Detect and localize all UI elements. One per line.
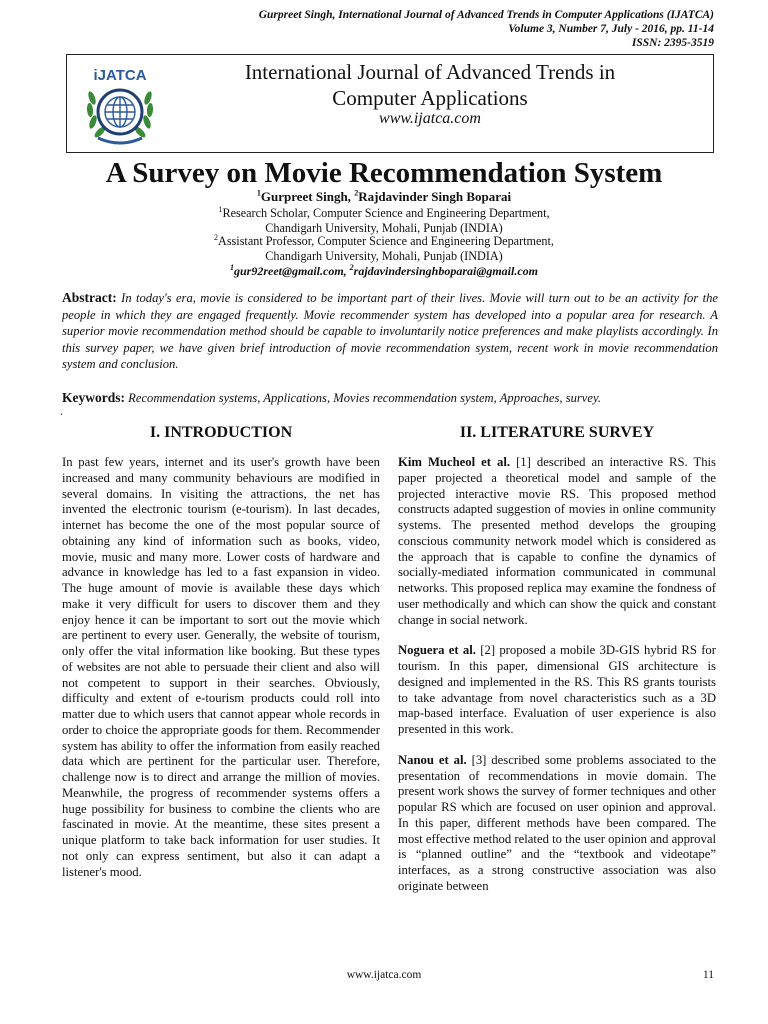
- journal-logo-icon: [78, 62, 162, 148]
- intro-heading: I. INTRODUCTION: [149, 424, 293, 441]
- journal-name: [170, 59, 690, 111]
- email-address[interactable]: gur92reet@gmail.com,: [234, 264, 350, 278]
- keywords-label: Keywords:: [62, 390, 125, 405]
- affiliation-1: [40, 206, 728, 236]
- ribbon-icon: [98, 138, 142, 143]
- footer-url[interactable]: www.ijatca.com: [346, 969, 422, 981]
- literature-paragraph: [398, 643, 716, 738]
- paragraph-lead: Nanou et al.: [398, 752, 467, 767]
- intro-paragraph: In past few years, internet and its user's growth have been increased and many community behaviours are modified in several domains. In visiting the attractions, the net has invented the electronic tourism (e-tourism). In last decades, internet has become the one of the most popular source of obtaining any kind of information such as books, video, movie, music and many more. Lower costs of hardware and advance in knowledge has led to a fast expansion in video. The huge amount of movie is available these days which make it very difficult for users to discover them and they enjoy hence it can be important to sort out the movie which are pertinent to every user. Generally, the website of tourism, only offer the vital information like booking. But these types of websites are not able to persuade their client and also will not competent to support in their searches. Obviously, difficulty and extent of e-tourism products could roll into matter due to which users that cannot appear whole records in order to choice the appropriate goods for them. Recommender system has ability to offer the information from easily reached data which are pertinent for the particular user. Therefore, challenge now is to direct and arrange the million of movies. Meanwhile, the progress of recommender systems offers a huge possibility for business to combine the clients who are fascinated in movie. At the meantime, these sites present a unique platform to take back information for user studies. It not only can express sentiment, but also it can adapt a listener's mood.: [62, 455, 380, 879]
- literature-paragraph: [398, 455, 716, 628]
- logo-text: iJATCA: [93, 67, 147, 84]
- paper-title: A Survey on Movie Recommendation System: [105, 157, 663, 189]
- paragraph-lead: Kim Mucheol et al.: [398, 455, 511, 469]
- author-mark: 1: [256, 188, 261, 198]
- author-emails: [40, 264, 728, 279]
- affiliation-line: Research Scholar, Computer Science and Engineering Department,: [222, 206, 550, 220]
- affiliation-line: Chandigarh University, Mohali, Punjab (INDIA): [265, 249, 503, 263]
- abstract: [62, 290, 718, 373]
- literature-heading: II. LITERATURE SURVEY: [459, 424, 655, 441]
- keywords-text: Recommendation systems, Applications, Movies recommendation system, Approaches, survey.: [128, 391, 602, 405]
- email-mark: 1: [230, 263, 234, 272]
- globe-icon: [105, 97, 135, 127]
- running-header-line2: Volume 3, Number 7, July - 2016, pp. 11-14: [508, 23, 714, 35]
- literature-paragraph: [398, 753, 716, 895]
- affiliation-line: Chandigarh University, Mohali, Punjab (INDIA): [265, 221, 503, 235]
- paragraph-text: [2] proposed a mobile 3D-GIS hybrid RS for tourism. In this paper, dimensional GIS architecture is designed and implemented in the RS. This RS grants tourists to take advantage from novel characteristics such as a 3D map-based interface. Evaluation of user experience is also presented in this work.: [398, 643, 716, 736]
- email-address[interactable]: rajdavindersinghboparai@gmail.com: [353, 264, 538, 278]
- abstract-text: In today's era, movie is considered to be important part of their lives. Movie will turn out to be an activity for the people in which they are engaged frequently. Movie recommender system has developed into a popular area for research. A superior movie recommendation method should be capable to involuntarily notice preferences and make playlists accordingly. In this survey paper, we have given brief introduction of movie recommendation system, recent work in movie recommendation system and conclusion.: [62, 291, 718, 371]
- author-name: Gurpreet Singh,: [260, 189, 355, 204]
- author-name: Rajdavinder Singh Boparai: [358, 189, 512, 204]
- affiliation-2: [40, 234, 728, 264]
- journal-name-line1: International Journal of Advanced Trends in: [244, 60, 616, 84]
- affiliation-mark: 2: [214, 232, 219, 242]
- journal-url[interactable]: www.ijatca.com: [379, 110, 481, 127]
- journal-name-line2: Computer Applications: [332, 86, 528, 110]
- email-mark: 2: [349, 263, 354, 272]
- paragraph-lead: Noguera et al.: [398, 643, 476, 658]
- paragraph-text: [1] described an interactive RS. This paper projected a theoretical model and sample of the projected interactive movie RS. This proposed method constructs adapted suggestion of movies in online community systems. The presented method develops the grouping conscious community network model which is considered as the approach that is capable to confine the dynamics of socially-mediated information communicated in communal networks. This proposed replica may examine the fondness of user methodically and which can show the quick and constant change in social network.: [398, 455, 716, 627]
- keywords: [62, 390, 718, 406]
- abstract-label: Abstract:: [62, 290, 117, 305]
- affiliation-line: Assistant Professor, Computer Science and Engineering Department,: [218, 234, 554, 248]
- stray-mark: .: [60, 404, 63, 418]
- page-number: 11: [702, 969, 714, 981]
- running-header-line1: Gurpreet Singh, International Journal of Advanced Trends in Computer Applications (IJATCA): [258, 9, 714, 21]
- paragraph-text: [3] described some problems associated to the presentation of recommendations in movie domain. The present work shows the survey of former techniques and other popular RS which are focused on user opinion and approval. In this paper, different methods have been compared. The most effective method related to the user opinion and approval is “planned outline” and the “textbook and videotape” interfaces, as a strong constructive association was also originate between: [398, 752, 716, 893]
- intro-column: [62, 455, 380, 895]
- affiliation-mark: 1: [218, 204, 223, 214]
- running-header-line3: ISSN: 2395-3519: [631, 37, 714, 49]
- author-mark: 2: [354, 188, 359, 198]
- author-list: [40, 189, 728, 205]
- literature-column: [398, 455, 716, 910]
- running-header: [74, 8, 714, 50]
